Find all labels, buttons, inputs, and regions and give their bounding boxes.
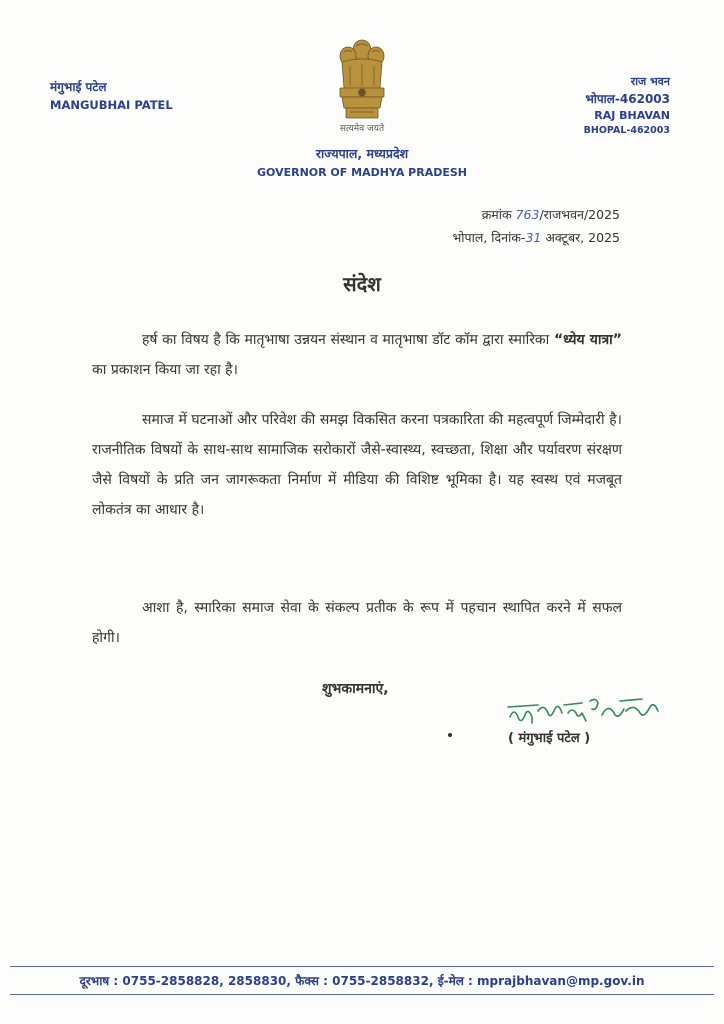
address-block — [510, 74, 670, 138]
address-hindi-line-1: राज भवन — [630, 75, 670, 88]
reference-block — [400, 203, 620, 249]
greeting: शुभकामनाएं, — [322, 681, 389, 697]
reference-number-handwritten: 763 — [515, 207, 540, 222]
office-title-hindi: राज्यपाल, मध्यप्रदेश — [315, 146, 409, 161]
address-english-line-2: BHOPAL-462003 — [583, 125, 670, 136]
message-title: संदेश — [343, 272, 381, 296]
sender-block — [50, 78, 210, 114]
office-title-english: GOVERNOR OF MADHYA PRADESH — [256, 166, 467, 179]
sender-name-english: MANGUBHAI PATEL — [50, 98, 173, 112]
stray-dot — [448, 733, 452, 737]
address-english-line-1: RAJ BHAVAN — [594, 109, 670, 122]
souvenir-name: “ध्येय यात्रा” — [553, 332, 622, 348]
reference-date-handwritten: 31 — [525, 230, 542, 245]
footer-contact: दूरभाष : 0755-2858828, 2858830, फैक्स : 0755-2858832, ई-मेल : mprajbhavan@mp.gov.in — [79, 974, 645, 988]
reference-number: क्रमांक 763/राजभवन/2025 — [481, 207, 620, 222]
handwritten-signature — [502, 693, 672, 733]
footer-divider-bottom — [10, 994, 714, 995]
address-hindi-line-2: भोपाल-462003 — [585, 92, 670, 106]
reference-date: भोपाल, दिनांक-31 अक्टूबर, 2025 — [452, 230, 620, 245]
footer-divider-top — [10, 966, 714, 967]
message-paragraph-2: समाज में घटनाओं और परिवेश की समझ विकसित करना पत्रकारिता की महत्वपूर्ण जिम्मेदारी है। राजनीतिक विषयों के साथ-साथ सामाजिक सरोकारों जैसे-स्वास्थ्य, स्वच्छता, शिक्षा और पर्यावरण संरक्षण जैसे विषयों के प्रति जन जागरूकता निर्माण में मीडिया की विशिष्ट भूमिका है। यह स्वस्थ एवं मजबूत लोकतंत्र का आधार है। — [92, 412, 622, 518]
signatory-name: ( मंगुभाई पटेल ) — [508, 731, 591, 746]
national-emblem-icon — [330, 36, 394, 122]
emblem-motto: सत्यमेव जयते — [339, 124, 385, 134]
sender-name-hindi: मंगुभाई पटेल — [50, 80, 107, 94]
message-paragraph-1: हर्ष का विषय है कि मातृभाषा उन्नयन संस्थान व मातृभाषा डॉट कॉम द्वारा स्मारिका “ध्येय यात्रा” का प्रकाशन किया जा रहा है। — [92, 332, 622, 378]
message-paragraph-3: आशा है, स्मारिका समाज सेवा के संकल्प प्रतीक के रूप में पहचान स्थापित करने में सफल होगी। — [92, 600, 622, 646]
